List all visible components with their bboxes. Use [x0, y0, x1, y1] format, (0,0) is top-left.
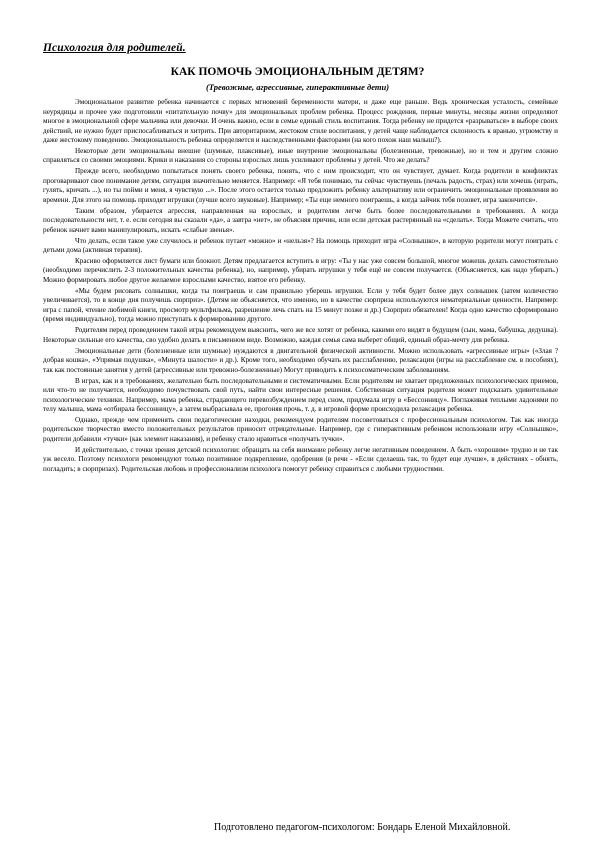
paragraph: Прежде всего, необходимо попытаться понять своего ребенка, понять, что с ним происходит, что он чувствует, думает. Когда родители в конфликтах проговаривают свое понимание детям, ситуация значительно меняется. Например: «Я тебя понимаю, ты сейчас чувствуешь (печаль радость, страх) или хочешь (играть, гулять, кричать ...), но ты пойми и меня, я чувствую ...». После этого остается только предложить ребенку альтернативу или ограничить эмоциональные проявления во времени. Для этого на помощь приходят игрушки (лучше всего звуковые). Например; «Ты еще немного поиграешь, а когда зайчик тебя позовет, игра закончится». — [43, 167, 558, 204]
paragraph: Родителям перед проведением такой игры рекомендуем выяснить, чего же все хотят от ребенка, какими его видят в будущем (сын, мама, бабушка, дедушка). Некоторые сильные его качества, сво удобно делать в письменном виде. Возможно, каждая семья сама выберет общий, единый образ-мечту для ребенка. — [43, 326, 558, 344]
article-title: КАК ПОМОЧЬ ЭМОЦИОНАЛЬНЫМ ДЕТЯМ? — [170, 66, 425, 78]
paragraph: В играх, как и в требованиях, желательно быть последовательными и систематичными. Если родителям не хватает предложенных психологических приемов, или что-то не получается, необходимо почувствовать свой путь, найти свои интересные решения. Собственная ситуация родителя может подсказать удивительные психологические техники. Например, мама ребенка, страдающего перевозбуждением перед сном, придумала игру в «Бессонницу». Поглаживая теплыми ладонями по телу малыша, мама «отбирала бессонницу», а затем выбрасывала ее, прогоняя прочь, т. д. в игровой форме происходила релаксация ребенка. — [43, 376, 558, 414]
section-title: Психология для родителей. — [43, 42, 186, 54]
paragraph: Эмоциональные дети (болезненные или шумные) нуждаются в двигательной физической активности. Можно использовать «агрессивные игры» («Злая ? добрая кошка», «Упрямая подушка», «Минута шалости» и др.). Кроме того, необходимо обучать их расслаблению, релаксации (игры на расслабление см. в пособиях), так как постоянные занятия у детей (агрессивные или тревожно-болезненные) Могут приводить к психосоматическим заболеваниям. — [43, 346, 558, 374]
paragraph: «Мы будем рисовать солнышки, когда ты поиграешь и сам правильно уберешь игрушки. Если у тебя будет более двух солнышек (затем количество увеличивается), то в конце дня получишь сюрприз». (Детям не объясняется, что именно, но в качестве сюрприза используются нематериальные ценности. Например: игра с папой, чтение любимой книги, просмотр мультфильма, разрешение лечь спать на 15 минут позже и др.) Сюрприз обязателен! Когда одно качество сформировано (время индивидуально), тогда можно приступать к формированию другого. — [43, 286, 558, 324]
paragraph: Таким образом, убирается агрессия, направленная на взрослых, и родителям легче быть более последовательными в требованиях. А когда последовательности нет, т. е. если сегодня вы сказали «да», а завтра «нет», не объясняя причин, или если детская растерянный на «сделать». Тогда Можете считать, что ребенок начнет вами манипулировать, искать «слабые звенья». — [43, 206, 558, 234]
article-body — [43, 98, 558, 476]
paragraph: Однако, прежде чем применять свои педагогические находки, рекомендуем родителям посоветоваться с профессиональным психологом. Так как иногда родительское творчество вместо положительных результатов приносит отрицательные. Например, где с гиперактивным ребенком использовали игру «Солнышко», родители добавили «тучки» (как элемент наказания), и ребенку стало нравиться «получать тучки». — [43, 415, 558, 443]
paragraph: Что делать, если такое уже случилось и ребенок путает «можно» и «нельзя»? На помощь приходит игра «Солнышко», в которую родители могут поиграть с детьми дома (активная терапия). — [43, 236, 558, 255]
paragraph: Некоторые дети эмоциональны внешне (шумные, плаксивые), иные внутренне эмоциональны (болезненные, тревожные), но и тем и другим сложно справляться со своими эмоциями. Крики и наказания со стороны взрослых лишь усиливают проблемы у детей. Что же делать? — [43, 146, 558, 165]
paragraph: Красиво оформляется лист бумаги или блокнот. Детям предлагается вступить в игру: «Ты у нас уже совсем большой, многое можешь делать самостоятельно (необходимо перечислить 2-3 положительных качества ребенка), но, например, убирать игрушки у тебя ещё не совсем получается. (Объясняется, как надо убирать.) Можно формировать любое другое желаемое взрослыми качество, взятое его ребенку. — [43, 256, 558, 284]
paragraph: Эмоциональное развитие ребенка начинается с первых мгновений беременности матери, и даже еще раньше. Ведь хроническая усталость, семейные неурядицы и прочее уже подготовили «питательную почву» для эмоциональных проблем ребенка. Процесс рождения, первые минуты, месяцы жизни определяют многое в эмоциональной сфере мальчика или девочки. И очень важно, если в семье единый стиль воспитания. Тогда ребенку не придется «разрываться» в выборе своих действий, не нужно будет приспосабливаться и хитрить. При авторитарном, жестоком стиле воспитания, у детей чаще наблюдается склонность к вранью, угрюмству и даже жестокому поведению. Эмоциональность ребенка определяется и наследственными факторами (на кого похож наш малыш?). — [43, 98, 558, 144]
article-subtitle: (Тревожные, агрессивные, гиперактивные дети) — [205, 82, 390, 92]
author-signature: Подготовлено педагогом-психологом: Бондарь Еленой Михайловной. — [214, 822, 511, 833]
paragraph: И действительно, с точки зрения детской психологии: обращать на себя внимание ребенку легче негативным поведением. А быть «хорошим» трудно и не так уж весело. Поэтому психологи рекомендуют только позитивное подкрепление, одобрения (в речи - «Если сделаешь так, то будет еще лучше», в действиях - обнять, погладить; в сюрпризах). Родительская любовь и профессионализм психолога помогут ребенку справиться с любыми трудностями. — [43, 445, 558, 473]
